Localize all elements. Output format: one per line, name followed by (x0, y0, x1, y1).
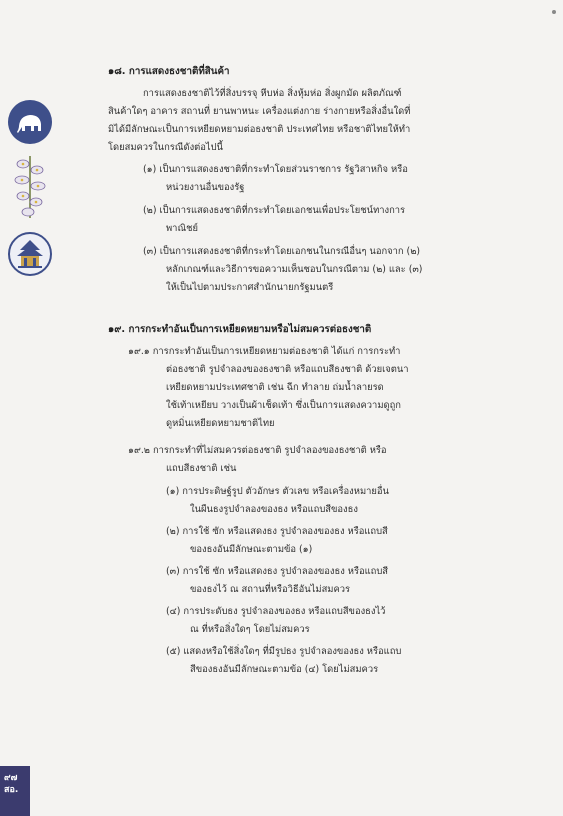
section-18-para-line: สินค้าใดๆ อาคาร สถานที่ ยานพาหนะ เครื่องแต่งกาย ร่างกายหรือสิ่งอื่นใดที่ (108, 106, 411, 117)
page-number-block (0, 766, 30, 816)
section-18-para-line: การแสดงธงชาติไว้ที่สิ่งบรรจุ หีบห่อ สิ่งหุ้มห่อ สิ่งผูกมัด ผลิตภัณฑ์ (143, 88, 402, 99)
corner-dot (552, 10, 556, 14)
section-19-1-line: ใช้เท้าเหยียบ วางเป็นผ้าเช็ดเท้า ซึ่งเป็นการแสดงความดูถูก (166, 400, 401, 411)
section-19-2-item-line: ของธงอันมีลักษณะตามข้อ (๑) (190, 544, 313, 555)
section-19-1-line: ต่อธงชาติ รูปจำลองของธงชาติ หรือแถบสีธงชาติ ด้วยเจตนา (166, 364, 409, 375)
section-19-2-item-line: (๓) การใช้ ซัก หรือแสดงธง รูปจำลองของธง หรือแถบสี (166, 566, 389, 577)
section-18-para-line: โดยสมควรในกรณีดังต่อไปนี้ (108, 142, 223, 153)
section-19-2-item-line: ในผืนธงรูปจำลองของธง หรือแถบสีของธง (190, 504, 358, 515)
section-19-2-line: แถบสีธงชาติ เช่น (166, 463, 237, 474)
section-19-heading: ๑๙. การกระทำอันเป็นการเหยียดหยามหรือไม่สมควรต่อธงชาติ (108, 324, 372, 335)
section-19-2-line: ๑๙.๒ การกระทำที่ไม่สมควรต่อธงชาติ รูปจำลองของธงชาติ หรือ (128, 445, 387, 456)
section-18-item-line: (๓) เป็นการแสดงธงชาติที่กระทำโดยเอกชนในกรณีอื่นๆ นอกจาก (๒) (143, 246, 421, 257)
section-19-2-item-line: (๔) การประดับธง รูปจำลองของธง หรือแถบสีของธงไว้ (166, 606, 386, 617)
section-18-heading: ๑๘. การแสดงธงชาติที่สินค้า (108, 66, 230, 77)
section-19-2-item-line: (๒) การใช้ ซัก หรือแสดงธง รูปจำลองของธง หรือแถบสี (166, 526, 388, 537)
section-19-2-item-line: สีของธงอันมีลักษณะตามข้อ (๔) โดยไม่สมควร (190, 664, 379, 675)
section-19-2-item-line: (๑) การประดิษฐ์รูป ตัวอักษร ตัวเลข หรือเครื่องหมายอื่น (166, 486, 389, 497)
section-18-item-line: ให้เป็นไปตามประกาศสำนักนายกรัฐมนตรี (166, 282, 334, 293)
section-19-2-item-line: ณ ที่หรือสิ่งใดๆ โดยไม่สมควร (190, 624, 310, 635)
page-number: ๙๗ (4, 773, 18, 783)
section-19-1-line: ดูหมิ่นเหยียดหยามชาติไทย (166, 418, 275, 429)
section-18-item-line: (๑) เป็นการแสดงธงชาติที่กระทำโดยส่วนราชการ รัฐวิสาหกิจ หรือ (143, 164, 408, 175)
flower-emblem-icon (8, 152, 52, 222)
section-18-para-line: มิได้มีลักษณะเป็นการเหยียดหยามต่อธงชาติ ประเทศไทย หรือชาติไทยให้ทำ (108, 124, 411, 135)
elephant-emblem-icon (8, 100, 52, 144)
pavilion-emblem-icon (8, 232, 52, 276)
section-19-1-line: เหยียดหยามประเทศชาติ เช่น ฉีก ทำลาย ถ่มน้ำลายรด (166, 382, 384, 393)
section-18-item-line: พาณิชย์ (166, 223, 198, 234)
section-18-item-line: หน่วยงานอื่นของรัฐ (166, 182, 245, 193)
side-emblems (4, 100, 56, 284)
section-18-item-line: (๒) เป็นการแสดงธงชาติที่กระทำโดยเอกชนเพื่อประโยชน์ทางการ (143, 205, 406, 216)
section-18-item-line: หลักเกณฑ์และวิธีการขอความเห็นชอบในกรณีตาม (๒) และ (๓) (166, 264, 423, 275)
section-19-2-item-line: ของธงไว้ ณ สถานที่หรือวิธีอันไม่สมควร (190, 584, 351, 595)
section-19-1-line: ๑๙.๑ การกระทำอันเป็นการเหยียดหยามต่อธงชาติ ได้แก่ การกระทำ (128, 346, 401, 357)
document-code: สอ. (4, 785, 19, 795)
section-19-2-item-line: (๕) แสดงหรือใช้สิ่งใดๆ ที่มีรูปธง รูปจำลองของธง หรือแถบ (166, 646, 402, 657)
